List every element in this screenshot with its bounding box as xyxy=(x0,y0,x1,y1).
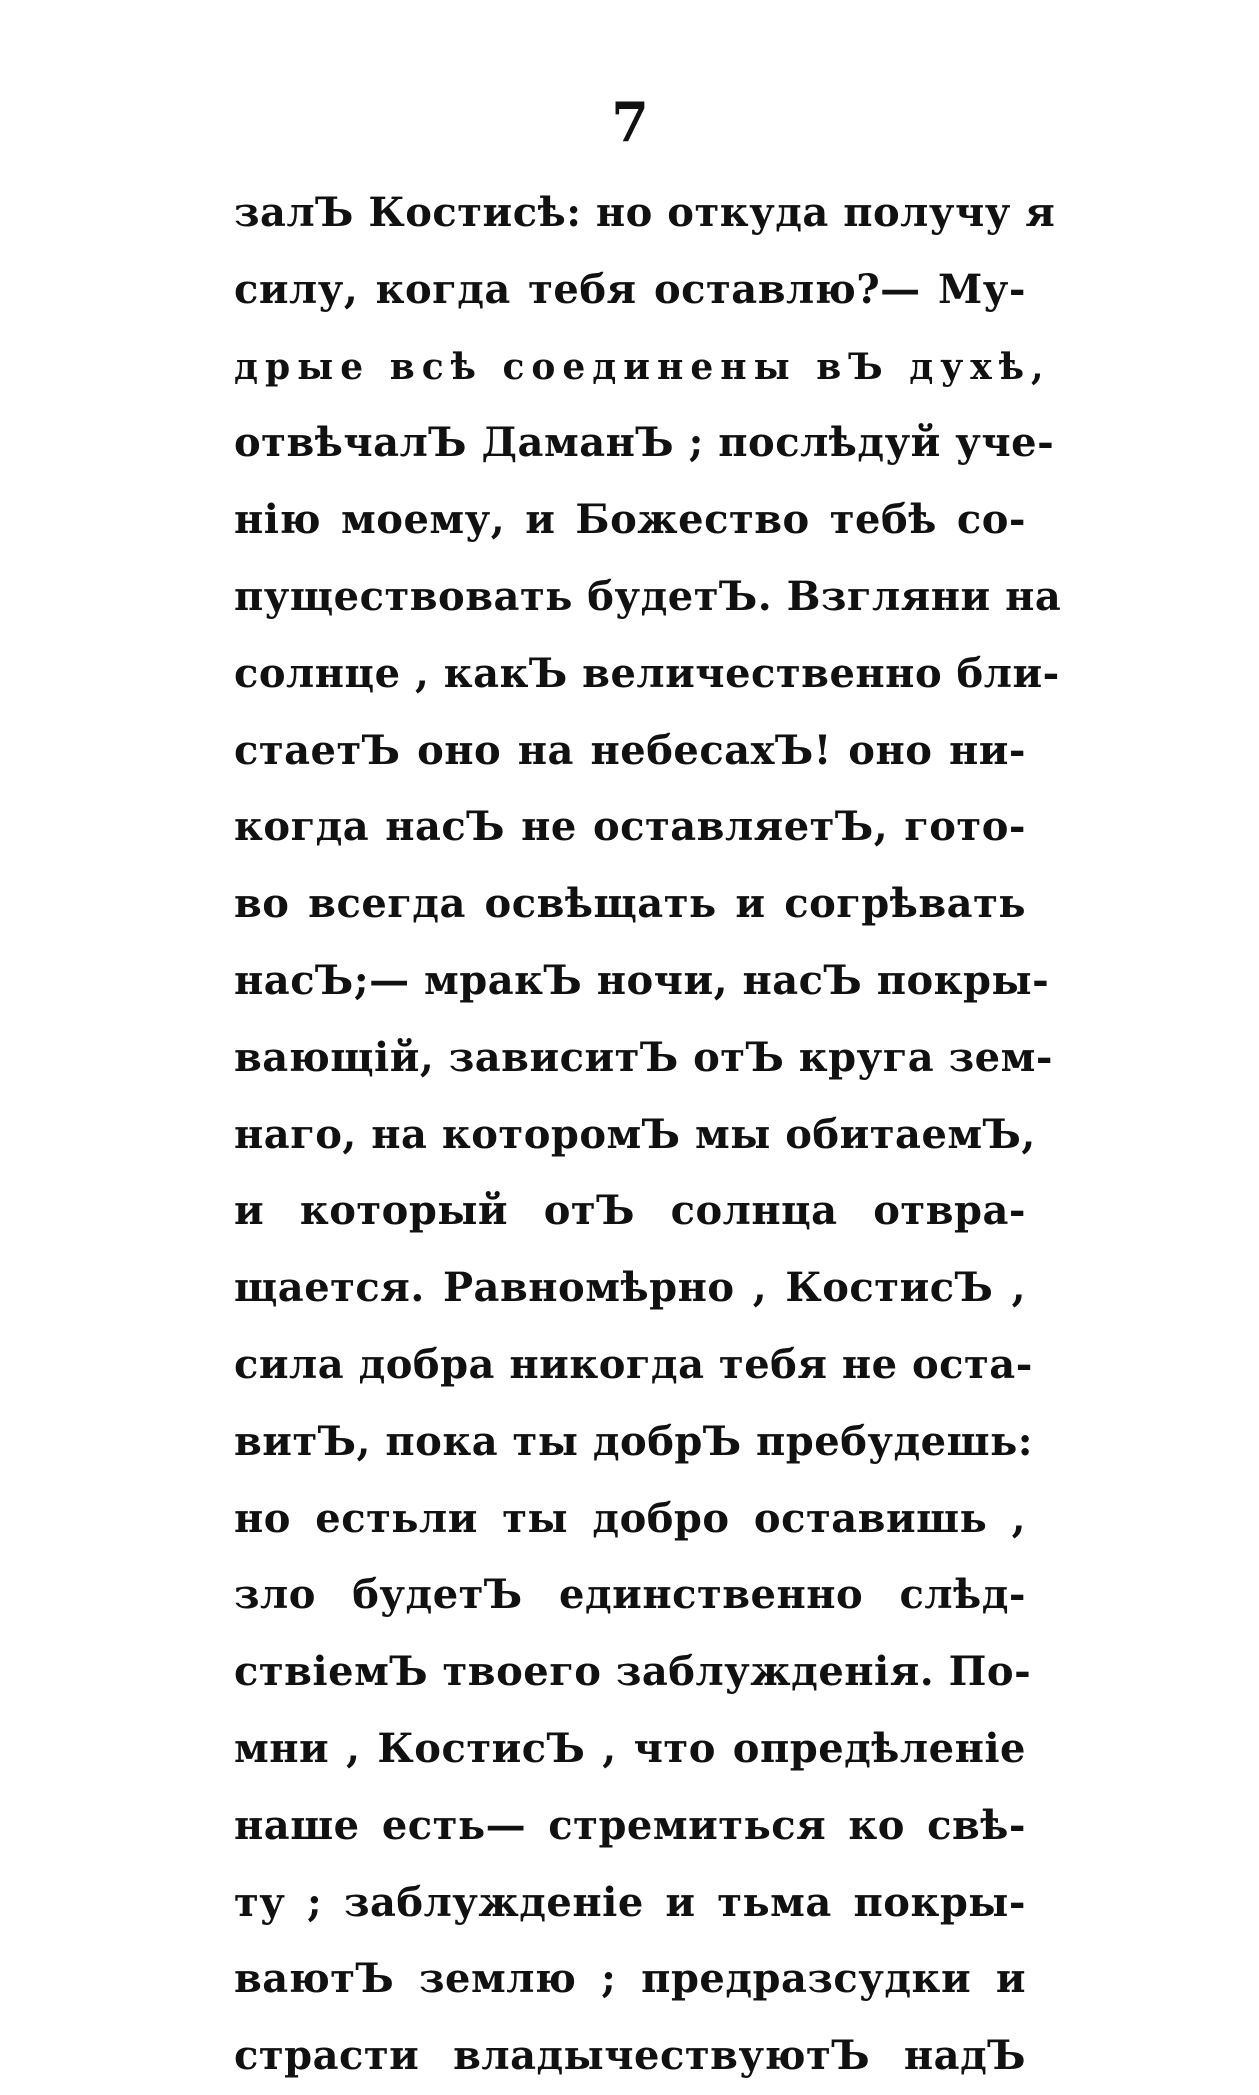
body-text xyxy=(234,175,1062,2095)
text-line: нію моему, и Божество тебѣ со- xyxy=(234,496,1026,544)
text-line: ту ; заблужденіе и тьма покры- xyxy=(234,1878,1026,1926)
text-line: мни , КостисЪ , что опредѣленіе xyxy=(234,1724,1026,1772)
text-line: во всегда освѣщать и согрѣвать xyxy=(234,880,1026,928)
text-line: ваютЪ землю ; предразсудки и xyxy=(234,1955,1026,2003)
text-line: солнце , какЪ величественно бли- xyxy=(234,649,1060,697)
text-line: вающій, зависитЪ отЪ круга зем- xyxy=(234,1033,1053,1081)
text-line: наго, на которомЪ мы обитаемЪ, xyxy=(234,1110,1036,1158)
text-line: и который отЪ солнца отвра- xyxy=(234,1187,1026,1235)
text-line: витЪ, пока ты добрЪ пребудешь: xyxy=(234,1417,1034,1465)
page-number: 7 xyxy=(611,90,649,154)
text-line: пуществовать будетЪ. Взгляни на xyxy=(234,572,1062,620)
text-line: но естьли ты добро оставишь , xyxy=(234,1494,1026,1542)
text-line: щается. Равномѣрно , КостисЪ , xyxy=(234,1264,1026,1312)
text-line: стаетЪ оно на небесахЪ! оно ни- xyxy=(234,726,1026,774)
text-line: когда насЪ не оставляетЪ, гото- xyxy=(234,803,1026,851)
text-line: зло будетЪ единственно слѣд- xyxy=(234,1571,1026,1619)
text-line: отвѣчалЪ ДаманЪ ; послѣдуй уче- xyxy=(234,419,1055,467)
text-line: дрые всѣ соединены вЪ духѣ, xyxy=(234,345,1051,388)
text-line: силу, когда тебя оставлю?— Му- xyxy=(234,265,1026,313)
text-line: сила добра никогда тебя не оста- xyxy=(234,1340,1033,1388)
text-line: залЪ Костисѣ: но откуда получу я xyxy=(234,189,1056,236)
text-line: насЪ;— мракЪ ночи, насЪ покры- xyxy=(234,956,1050,1004)
text-line: наше есть— стремиться ко свѣ- xyxy=(234,1801,1026,1849)
text-line: ствіемЪ твоего заблужденія. По- xyxy=(234,1648,1032,1696)
text-line: страсти владычествуютЪ надЪ xyxy=(234,2032,1026,2080)
